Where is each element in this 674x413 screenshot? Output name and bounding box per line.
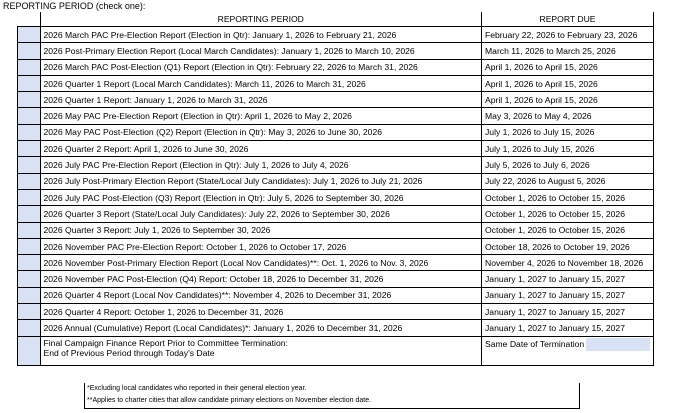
period-label: 2026 November PAC Pre-Election Report: October 1, 2026 to October 17, 2026 bbox=[40, 238, 482, 254]
period-checkbox[interactable] bbox=[18, 124, 41, 140]
period-due-date: January 1, 2027 to January 15, 2027 bbox=[482, 287, 654, 303]
period-row bbox=[18, 287, 654, 303]
period-label: 2026 Quarter 2 Report: April 1, 2026 to June 30, 2026 bbox=[40, 141, 482, 157]
period-checkbox[interactable] bbox=[18, 59, 41, 75]
final-report-line1: Final Campaign Finance Report Prior to Committee Termination: bbox=[43, 337, 288, 348]
period-row bbox=[18, 238, 654, 254]
period-due-date: May 3, 2026 to May 4, 2026 bbox=[482, 108, 654, 124]
period-due-date: October 1, 2026 to October 15, 2026 bbox=[482, 222, 654, 238]
period-due-date: July 5, 2026 to July 6, 2026 bbox=[482, 157, 654, 173]
period-label: 2026 Quarter 3 Report: July 1, 2026 to September 30, 2026 bbox=[40, 222, 482, 238]
period-row bbox=[18, 59, 654, 75]
period-label: 2026 May PAC Post-Election (Q2) Report (Election in Qtr): May 3, 2026 to June 30, 2026 bbox=[40, 124, 482, 140]
period-due-date: July 22, 2026 to August 5, 2026 bbox=[482, 173, 654, 189]
period-label: 2026 July PAC Post-Election (Q3) Report (Election in Qtr): July 5, 2026 to September 30, 2026 bbox=[40, 189, 482, 205]
period-label: 2026 May PAC Pre-Election Report (Election in Qtr): April 1, 2026 to May 2, 2026 bbox=[40, 108, 482, 124]
period-due-date: March 11, 2026 to March 25, 2026 bbox=[482, 43, 654, 59]
period-due-date: July 1, 2026 to July 15, 2026 bbox=[482, 141, 654, 157]
period-due-date: October 1, 2026 to October 15, 2026 bbox=[482, 206, 654, 222]
header-reporting-period: REPORTING PERIOD bbox=[40, 12, 482, 27]
period-row bbox=[18, 157, 654, 173]
final-report-due: Same Date of Termination bbox=[485, 338, 585, 349]
period-row bbox=[18, 124, 654, 140]
period-checkbox[interactable] bbox=[18, 43, 41, 59]
period-checkbox[interactable] bbox=[18, 75, 41, 91]
period-label: 2026 November PAC Post-Election (Q4) Report: October 18, 2026 to December 31, 2026 bbox=[40, 271, 482, 287]
period-row bbox=[18, 43, 654, 59]
period-row bbox=[18, 304, 654, 320]
period-due-date: January 1, 2027 to January 15, 2027 bbox=[482, 271, 654, 287]
final-report-label bbox=[40, 336, 482, 365]
period-label: 2026 Quarter 1 Report (Local March Candidates): March 11, 2026 to March 31, 2026 bbox=[40, 75, 482, 91]
period-label: 2026 March PAC Post-Election (Q1) Report (Election in Qtr): February 22, 2026 to March 31, 2026 bbox=[40, 59, 482, 75]
period-due-date: April 1, 2026 to April 15, 2026 bbox=[482, 75, 654, 91]
header-spacer bbox=[18, 12, 41, 27]
period-label: 2026 Quarter 3 Report (State/Local July Candidates): July 22, 2026 to September 30, 2026 bbox=[40, 206, 482, 222]
period-checkbox[interactable] bbox=[18, 271, 41, 287]
section-title: REPORTING PERIOD (check one): bbox=[3, 1, 146, 11]
period-checkbox[interactable] bbox=[18, 222, 41, 238]
period-label: 2026 November Post-Primary Election Report (Local Nov Candidates)**: Oct. 1, 2026 to Nov. 3, 2026 bbox=[40, 255, 482, 271]
period-checkbox[interactable] bbox=[18, 27, 41, 43]
period-checkbox[interactable] bbox=[18, 157, 41, 173]
period-due-date: October 18, 2026 to October 19, 2026 bbox=[482, 238, 654, 254]
footnotes-box bbox=[84, 383, 580, 409]
period-label: 2026 Quarter 4 Report: October 1, 2026 to December 31, 2026 bbox=[40, 304, 482, 320]
table-header-row bbox=[18, 12, 654, 27]
period-checkbox[interactable] bbox=[18, 304, 41, 320]
period-label: 2026 Annual (Cumulative) Report (Local Candidates)*: January 1, 2026 to December 31, 2026 bbox=[40, 320, 482, 336]
period-row bbox=[18, 75, 654, 91]
header-report-due: REPORT DUE bbox=[482, 12, 654, 27]
final-report-due-cell bbox=[482, 336, 654, 365]
period-due-date: October 1, 2026 to October 15, 2026 bbox=[482, 189, 654, 205]
period-due-date: April 1, 2026 to April 15, 2026 bbox=[482, 92, 654, 108]
period-row bbox=[18, 108, 654, 124]
period-checkbox[interactable] bbox=[18, 92, 41, 108]
period-label: 2026 Quarter 1 Report: January 1, 2026 to March 31, 2026 bbox=[40, 92, 482, 108]
period-checkbox[interactable] bbox=[18, 287, 41, 303]
period-checkbox[interactable] bbox=[18, 141, 41, 157]
final-report-checkbox[interactable] bbox=[18, 336, 41, 365]
period-row bbox=[18, 27, 654, 43]
reporting-period-table bbox=[17, 12, 654, 366]
period-row bbox=[18, 206, 654, 222]
period-checkbox[interactable] bbox=[18, 173, 41, 189]
period-row bbox=[18, 173, 654, 189]
period-row bbox=[18, 141, 654, 157]
final-report-line2: End of Previous Period through Today's Date bbox=[43, 347, 215, 358]
footnote-charter-cities: **Applies to charter cities that allow candidate primary elections on November election date. bbox=[87, 397, 372, 404]
period-label: 2026 July PAC Pre-Election Report (Election in Qtr): July 1, 2026 to July 4, 2026 bbox=[40, 157, 482, 173]
period-checkbox[interactable] bbox=[18, 189, 41, 205]
period-due-date: July 1, 2026 to July 15, 2026 bbox=[482, 124, 654, 140]
period-checkbox[interactable] bbox=[18, 206, 41, 222]
period-checkbox[interactable] bbox=[18, 238, 41, 254]
period-checkbox[interactable] bbox=[18, 108, 41, 124]
period-due-date: April 1, 2026 to April 15, 2026 bbox=[482, 59, 654, 75]
period-row bbox=[18, 271, 654, 287]
termination-date-field[interactable] bbox=[586, 338, 650, 351]
period-row bbox=[18, 320, 654, 336]
final-report-row bbox=[18, 336, 654, 365]
period-checkbox[interactable] bbox=[18, 255, 41, 271]
footnote-excluding: *Excluding local candidates who reported in their general election year. bbox=[87, 385, 307, 392]
period-due-date: February 22, 2026 to February 23, 2026 bbox=[482, 27, 654, 43]
period-row bbox=[18, 92, 654, 108]
period-due-date: January 1, 2027 to January 15, 2027 bbox=[482, 320, 654, 336]
period-due-date: November 4, 2026 to November 18, 2026 bbox=[482, 255, 654, 271]
period-checkbox[interactable] bbox=[18, 320, 41, 336]
period-due-date: January 1, 2027 to January 15, 2027 bbox=[482, 304, 654, 320]
period-row bbox=[18, 189, 654, 205]
period-label: 2026 March PAC Pre-Election Report (Election in Qtr): January 1, 2026 to February 21, 2026 bbox=[40, 27, 482, 43]
period-row bbox=[18, 255, 654, 271]
period-row bbox=[18, 222, 654, 238]
period-label: 2026 Post-Primary Election Report (Local March Candidates): January 1, 2026 to March 10, 2026 bbox=[40, 43, 482, 59]
period-label: 2026 Quarter 4 Report (Local Nov Candidates)**: November 4, 2026 to December 31, 2026 bbox=[40, 287, 482, 303]
period-label: 2026 July Post-Primary Election Report (State/Local July Candidates): July 1, 2026 to July 21, 2026 bbox=[40, 173, 482, 189]
